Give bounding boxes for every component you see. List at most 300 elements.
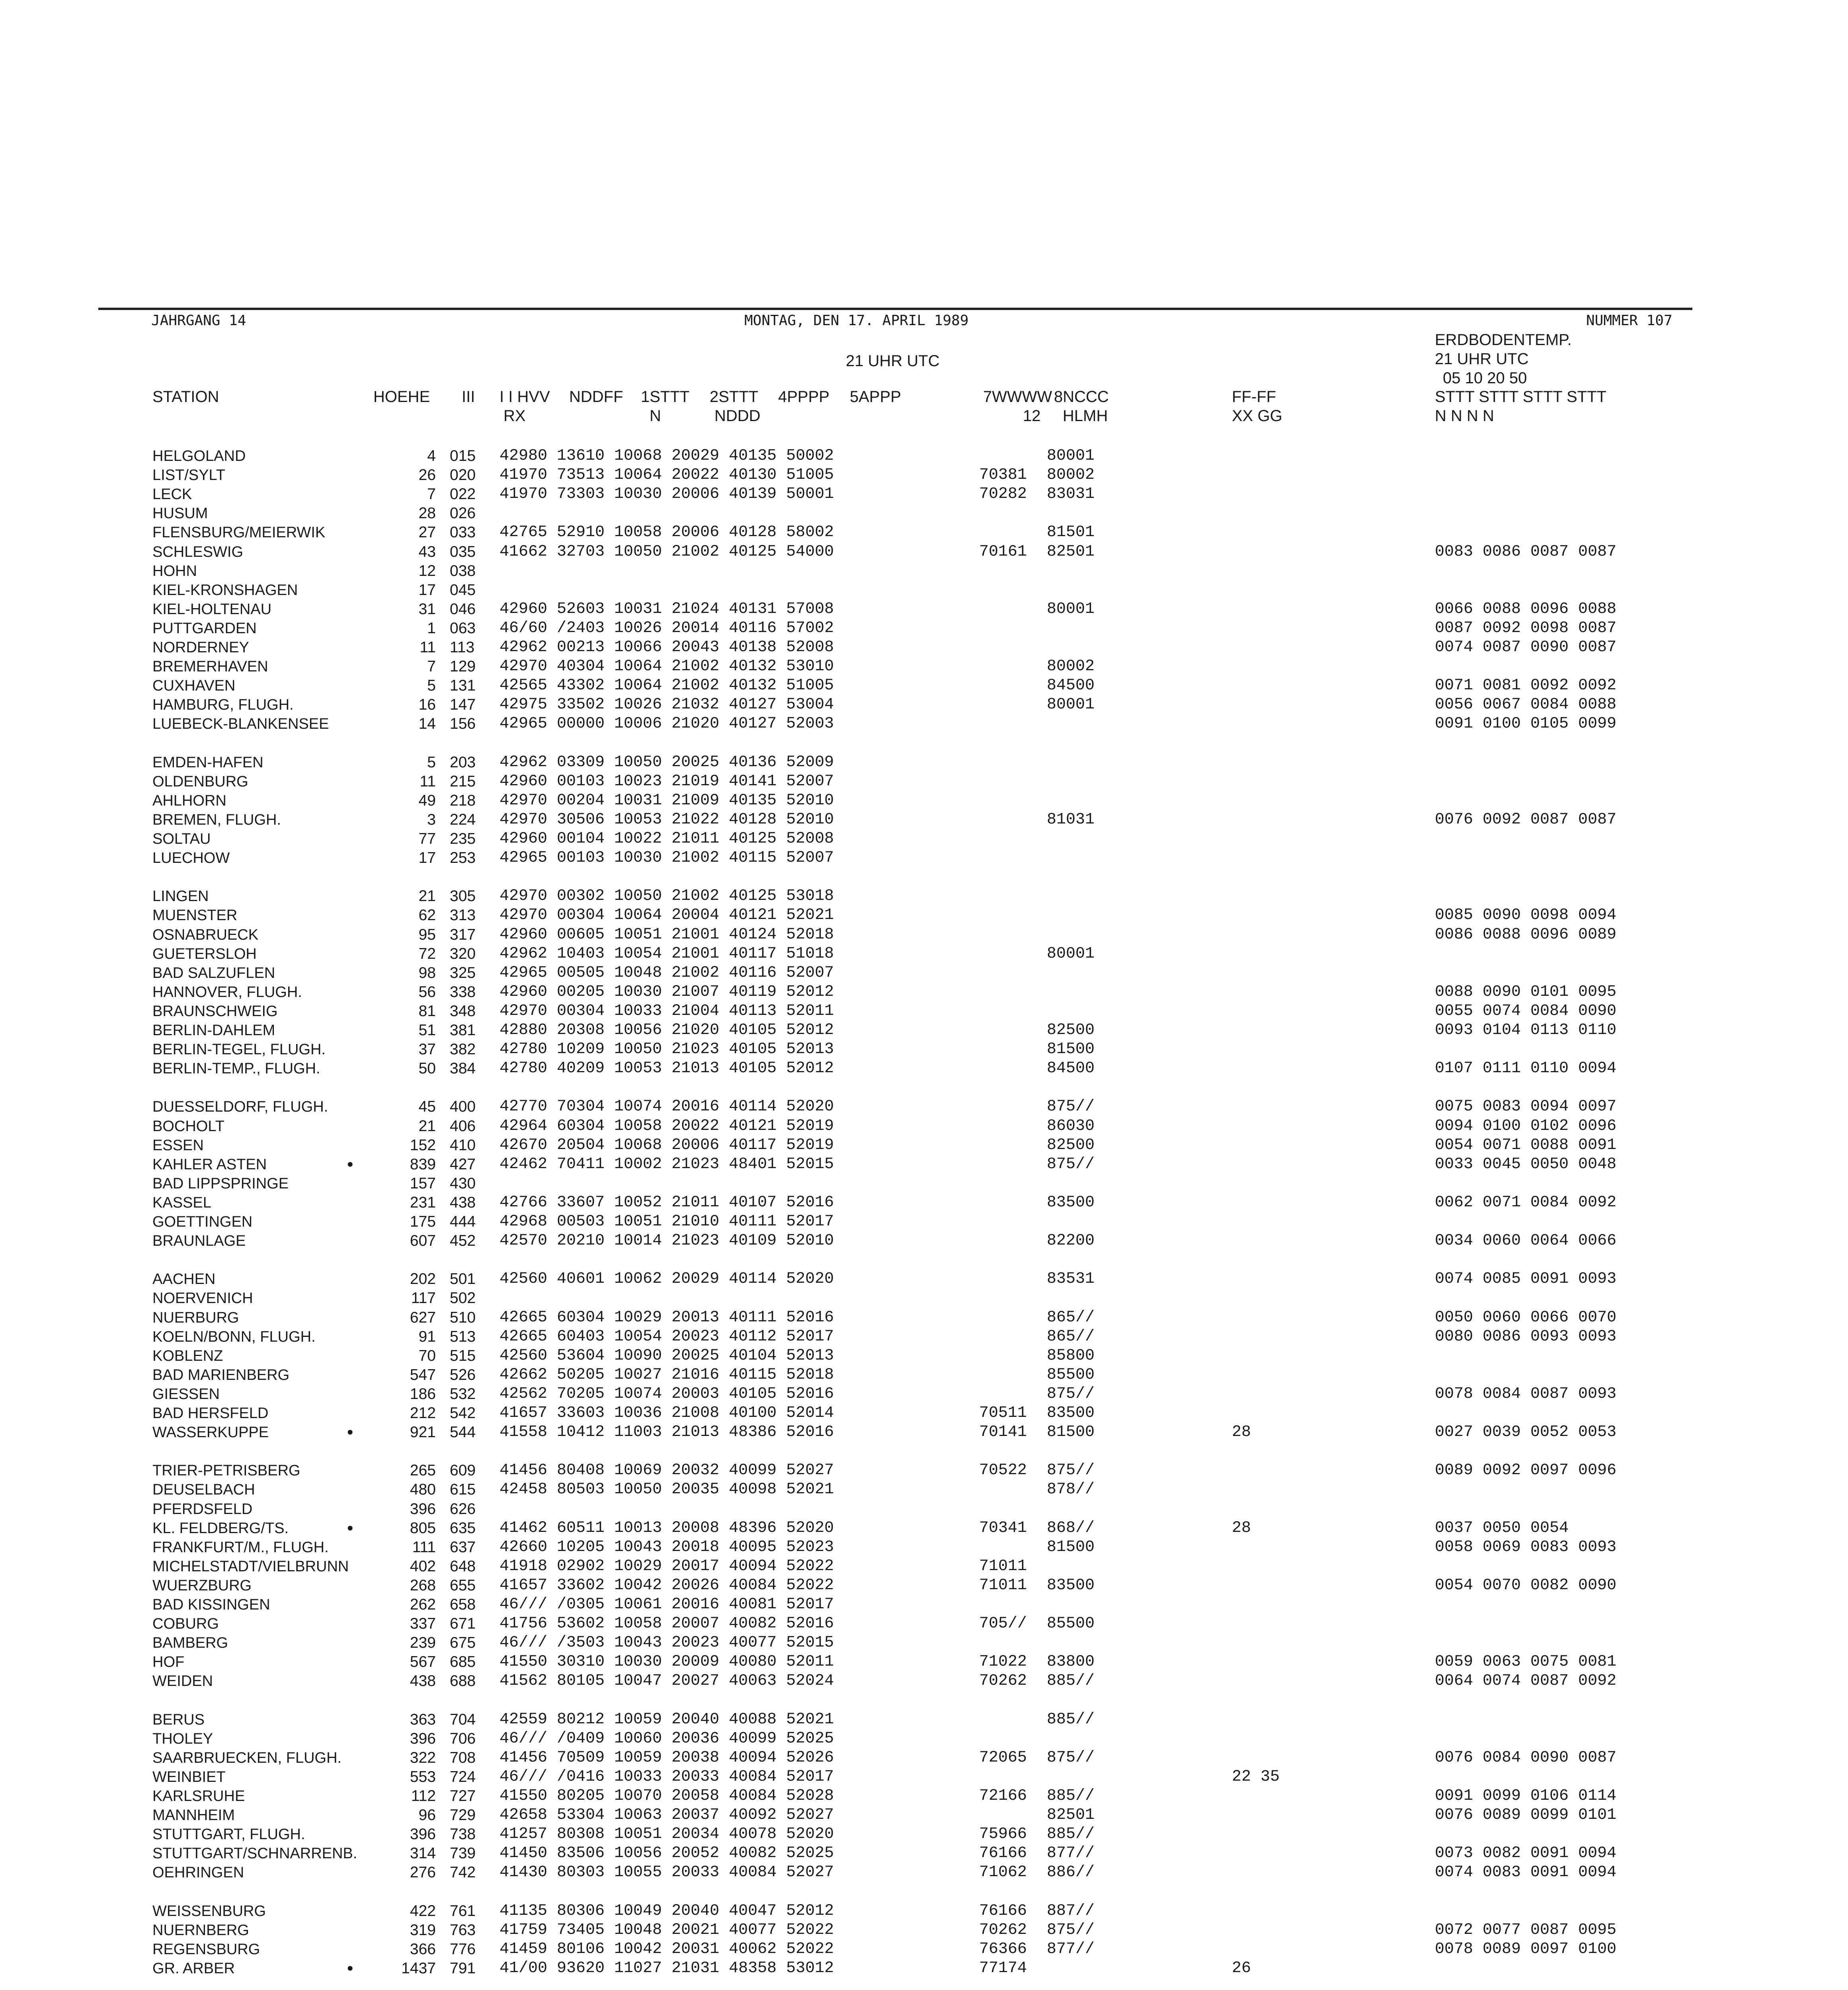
station-row [0,810,1848,829]
synop-groups: 41970 73513 10064 20022 40130 51005 [500,466,834,484]
cloud-group: 865// [1047,1328,1095,1346]
station-name: HAMBURG, FLUGH. [152,696,294,713]
station-row [0,1729,1848,1748]
station-id: 761 [450,1902,476,1920]
present-weather-group: 71062 [979,1863,1027,1881]
station-height: 202 [410,1270,436,1288]
synop-groups: 41756 53602 10058 20007 40082 52016 [500,1615,834,1633]
cloud-group: 865// [1047,1309,1095,1327]
soil-temperatures: 0076 0084 0090 0087 [1435,1749,1617,1767]
soil-temperatures: 0075 0083 0094 0097 [1435,1098,1617,1116]
station-id: 015 [450,447,476,464]
station-id: 063 [450,620,476,637]
station-name: STUTTGART, FLUGH. [152,1826,305,1843]
wind-gusts: 28 [1232,1423,1251,1441]
cloud-group: 80001 [1047,696,1095,714]
station-row [0,1710,1848,1729]
group-spacer [0,1978,1848,1990]
station-row [0,504,1848,523]
jahrgang-label: JAHRGANG 14 [151,312,246,329]
station-id: 542 [450,1405,476,1422]
station-id: 305 [450,888,476,905]
station-height: 28 [418,505,436,522]
synop-groups: 42665 60403 10054 20023 40112 52017 [500,1328,834,1346]
station-name: THOLEY [152,1731,213,1747]
station-row [0,1117,1848,1136]
station-name: HOF [152,1654,185,1670]
cloud-group: 81500 [1047,1040,1095,1058]
present-weather-group: 70161 [979,543,1027,561]
station-row [0,1059,1848,1078]
station-name: KARLSRUHE [152,1788,245,1805]
cloud-group: 875// [1047,1098,1095,1116]
mountain-station-marker: • [347,1422,353,1442]
soil-title: ERDBODENTEMP. [1435,331,1572,349]
station-height: 152 [410,1137,436,1154]
station-name: KIEL-HOLTENAU [152,601,272,618]
synop-groups: 41657 33603 10036 21008 40100 52014 [500,1404,834,1422]
soil-temperatures: 0083 0086 0087 0087 [1435,543,1617,561]
station-height: 186 [410,1385,436,1403]
soil-temperatures: 0074 0085 0091 0093 [1435,1270,1617,1288]
station-name: FRANKFURT/M., FLUGH. [152,1539,329,1556]
station-id: 046 [450,601,476,618]
cloud-group: 81031 [1047,811,1095,829]
station-name: KASSEL [152,1194,211,1211]
station-height: 5 [427,677,436,694]
synop-groups: 42964 60304 10058 20022 40121 52019 [500,1117,834,1135]
station-id: 235 [450,830,476,847]
station-id: 045 [450,581,476,599]
station-name: SCHLESWIG [152,544,244,560]
col-4a: 2STTT [710,388,759,406]
synop-groups: 42570 20210 10014 21023 40109 52010 [500,1232,834,1250]
soil-temperatures: 0107 0111 0110 0094 [1435,1059,1617,1077]
soil-temperatures: 0072 0077 0087 0095 [1435,1921,1617,1939]
soil-temperatures: 0076 0089 0099 0101 [1435,1806,1617,1824]
soil-temperatures: 0091 0099 0106 0114 [1435,1787,1617,1805]
station-row [0,887,1848,906]
station-height: 45 [418,1098,436,1115]
station-row [0,1366,1848,1385]
station-id: 147 [450,696,476,713]
synop-groups: 42970 00304 10064 20004 40121 52021 [500,906,834,924]
station-height: 21 [418,1118,436,1135]
soil-temperatures: 0078 0084 0087 0093 [1435,1385,1617,1403]
station-id: 739 [450,1845,476,1862]
station-name: HELGOLAND [152,448,246,464]
soil-temperatures: 0076 0092 0087 0087 [1435,811,1617,829]
station-height: 16 [418,696,436,713]
present-weather-group: 70282 [979,485,1027,503]
station-id: 113 [450,639,475,656]
station-row [0,1097,1848,1116]
station-name: KL. FELDBERG/TS. [152,1520,289,1537]
station-height: 51 [418,1022,436,1039]
cloud-group: 84500 [1047,1059,1095,1077]
station-id: 626 [450,1500,476,1518]
soil-temperatures: 0074 0087 0090 0087 [1435,638,1617,656]
synop-groups: 42970 00204 10031 21009 40135 52010 [500,792,834,810]
station-name: WUERZBURG [152,1577,252,1594]
station-row [0,753,1848,772]
station-id: 348 [450,1003,476,1020]
station-row [0,1270,1848,1289]
synop-groups: 42458 80503 10050 20035 40098 52021 [500,1481,834,1498]
present-weather-group: 71011 [979,1576,1027,1594]
station-height: 175 [410,1213,436,1230]
synop-groups: 42975 33502 10026 21032 40127 53004 [500,696,834,714]
station-row [0,1500,1848,1519]
cloud-group: 875// [1047,1921,1095,1939]
station-height: 62 [418,907,436,924]
station-id: 526 [450,1366,476,1383]
station-name: BOCHOLT [152,1118,224,1135]
station-id: 501 [450,1270,476,1288]
ff-col-b: XX GG [1232,407,1282,425]
station-row [0,925,1848,944]
station-height: 17 [418,849,436,866]
soil-temperatures: 0086 0088 0096 0089 [1435,926,1617,944]
station-name: NUERBURG [152,1309,239,1326]
station-name: BAD LIPPSPRINGE [152,1175,289,1192]
col-3a: 1STTT [641,388,690,406]
station-row [0,1748,1848,1768]
synop-groups: 41456 80408 10069 20032 40099 52027 [500,1461,834,1479]
station-name: KIEL-KRONSHAGEN [152,582,298,599]
station-row [0,714,1848,734]
station-id: 724 [450,1768,476,1785]
station-height: 366 [410,1941,436,1958]
synop-groups: 42658 53304 10063 20037 40092 52027 [500,1806,834,1824]
synop-groups: 42766 33607 10052 21011 40107 52016 [500,1194,834,1212]
station-row [0,1768,1848,1787]
station-id: 688 [450,1672,476,1690]
cloud-group: 875// [1047,1155,1095,1173]
mountain-station-marker: • [347,1155,353,1174]
station-row [0,542,1848,562]
station-height: 265 [410,1462,436,1479]
synop-groups: 42965 00103 10030 21002 40115 52007 [500,849,834,867]
synop-groups: 41662 32703 10050 21002 40125 54000 [500,543,834,561]
station-name: BAMBERG [152,1635,228,1651]
synop-groups: 42559 80212 10059 20040 40088 52021 [500,1711,834,1729]
present-weather-group: 70511 [979,1404,1027,1422]
station-id: 615 [450,1481,476,1498]
station-name: SAARBRUECKEN, FLUGH. [152,1750,342,1766]
hoehe-col: HOEHE [373,388,430,406]
station-name: ESSEN [152,1137,204,1154]
soil-temperatures: 0080 0086 0093 0093 [1435,1328,1617,1346]
station-name: NOERVENICH [152,1290,253,1307]
station-id: 532 [450,1385,476,1403]
station-height: 396 [410,1500,436,1518]
soil-temperatures: 0056 0067 0084 0088 [1435,696,1617,714]
station-height: 26 [418,466,436,484]
synop-groups: 42462 70411 10002 21023 48401 52015 [500,1155,834,1173]
station-name: OSNABRUECK [152,927,259,943]
station-height: 363 [410,1711,436,1728]
cloud-group: 83500 [1047,1576,1095,1594]
station-name: WEISSENBURG [152,1903,266,1920]
station-height: 231 [410,1194,436,1211]
soil-n: N N N N [1435,407,1494,425]
synop-groups: 42970 30506 10053 21022 40128 52010 [500,811,834,829]
station-name: BAD MARIENBERG [152,1367,290,1383]
station-id: 704 [450,1711,476,1728]
station-row [0,485,1848,504]
col-7b: 12 [1023,407,1041,425]
station-row [0,1652,1848,1672]
station-row [0,1231,1848,1251]
station-height: 27 [418,524,436,541]
station-name: DUESSELDORF, FLUGH. [152,1098,328,1115]
station-id: 671 [450,1615,476,1632]
station-id: 338 [450,983,476,1001]
station-name: PUTTGARDEN [152,620,257,637]
present-weather-group: 77174 [979,1959,1027,1977]
cloud-group: 84500 [1047,677,1095,695]
cloud-group: 82501 [1047,1806,1095,1824]
station-height: 37 [418,1041,436,1058]
station-id: 708 [450,1749,476,1766]
synop-groups: 42770 70304 10074 20016 40114 52020 [500,1098,834,1116]
station-name: BRAUNLAGE [152,1233,246,1249]
station-id: 406 [450,1118,476,1135]
cloud-group: 875// [1047,1749,1095,1767]
station-name: BAD HERSFELD [152,1405,269,1422]
soil-stttt: STTT STTT STTT STTT [1435,388,1607,406]
station-height: 98 [418,964,436,981]
cloud-group: 885// [1047,1672,1095,1690]
station-height: 921 [410,1424,436,1441]
station-row [0,1155,1848,1174]
station-row [0,562,1848,581]
station-id: 742 [450,1864,476,1881]
station-name: HOHN [152,563,197,579]
synop-groups: 42560 40601 10062 20029 40114 52020 [500,1270,834,1288]
station-id: 658 [450,1596,476,1613]
cloud-group: 885// [1047,1825,1095,1843]
synop-groups: 42665 60304 10029 20013 40111 52016 [500,1309,834,1327]
station-id: 763 [450,1922,476,1939]
cloud-group: 83500 [1047,1194,1095,1212]
station-height: 314 [410,1845,436,1862]
station-row [0,1557,1848,1576]
synop-groups: 41970 73303 10030 20006 40139 50001 [500,485,834,503]
station-row [0,1902,1848,1921]
present-weather-group: 71011 [979,1557,1027,1575]
station-row [0,581,1848,600]
station-row [0,1174,1848,1193]
present-weather-group: 75966 [979,1825,1027,1843]
synop-groups: 41459 80106 10042 20031 40062 52022 [500,1940,834,1958]
cloud-group: 80001 [1047,945,1095,963]
iii-col: III [462,388,475,406]
col-4b: NDDD [714,407,761,425]
synop-groups: 41257 80308 10051 20034 40078 52020 [500,1825,834,1843]
station-row [0,1825,1848,1844]
synop-groups: 42960 00205 10030 21007 40119 52012 [500,983,834,1001]
station-row [0,1787,1848,1806]
station-row [0,772,1848,791]
station-height: 607 [410,1232,436,1249]
station-name: SOLTAU [152,831,211,847]
soil-temperatures: 0054 0070 0082 0090 [1435,1576,1617,1594]
synop-groups: 41918 02902 10029 20017 40094 52022 [500,1557,834,1575]
soil-temperatures: 0091 0100 0105 0099 [1435,715,1617,733]
station-name: COBURG [152,1615,219,1632]
station-name: BERLIN-TEMP., FLUGH. [152,1060,320,1077]
station-name: BREMEN, FLUGH. [152,812,281,828]
station-height: 77 [418,830,436,847]
station-height: 547 [410,1366,436,1383]
cloud-group: 878// [1047,1481,1095,1498]
synop-groups: 42960 00605 10051 21001 40124 52018 [500,926,834,944]
present-weather-group: 70141 [979,1423,1027,1441]
station-height: 805 [410,1520,436,1537]
cloud-group: 83031 [1047,485,1095,503]
synop-groups: 42780 10209 10050 21023 40105 52013 [500,1040,834,1058]
station-id: 224 [450,811,476,828]
station-id: 320 [450,945,476,962]
soil-temperatures: 0027 0039 0052 0053 [1435,1423,1617,1441]
station-row [0,1040,1848,1059]
station-id: 706 [450,1730,476,1747]
cloud-group: 875// [1047,1385,1095,1403]
synop-groups: 42980 13610 10068 20029 40135 50002 [500,447,834,465]
cloud-group: 877// [1047,1940,1095,1958]
soil-temperatures: 0062 0071 0084 0092 [1435,1194,1617,1212]
synop-groups: 41462 60511 10013 20008 48396 52020 [500,1519,834,1537]
station-id: 218 [450,792,476,809]
station-row [0,1404,1848,1423]
cloud-group: 82501 [1047,543,1095,561]
station-height: 12 [418,562,436,579]
col-5: 4PPPP [778,388,829,406]
group-spacer [0,1691,1848,1710]
station-row [0,619,1848,638]
col-2: NDDFF [569,388,623,406]
station-row [0,1959,1848,1978]
station-id: 544 [450,1424,476,1441]
synop-groups: 42960 00103 10023 21019 40141 52007 [500,773,834,790]
station-height: 72 [418,945,436,962]
station-id: 035 [450,543,476,560]
present-weather-group: 71022 [979,1653,1027,1671]
station-row [0,638,1848,657]
synop-groups: 42970 00302 10050 21002 40125 53018 [500,887,834,905]
station-height: 212 [410,1405,436,1422]
station-height: 239 [410,1634,436,1651]
synop-groups: 42968 00503 10051 21010 40111 52017 [500,1213,834,1231]
soil-temperatures: 0064 0074 0087 0092 [1435,1672,1617,1690]
present-weather-group: 70262 [979,1921,1027,1939]
station-height: 50 [418,1060,436,1077]
station-row [0,1614,1848,1633]
station-id: 317 [450,926,476,943]
station-row [0,1519,1848,1538]
station-height: 480 [410,1481,436,1498]
synop-groups: 46/// /0305 10061 20016 40081 52017 [500,1596,834,1613]
station-id: 253 [450,849,476,866]
station-height: 337 [410,1615,436,1632]
station-height: 839 [410,1156,436,1173]
station-id: 026 [450,505,476,522]
station-height: 157 [410,1175,436,1192]
station-name: DEUSELBACH [152,1481,255,1498]
station-id: 129 [450,658,476,675]
station-row [0,944,1848,964]
station-height: 5 [427,754,436,771]
station-id: 033 [450,524,476,541]
station-height: 1437 [401,1960,436,1977]
station-height: 117 [411,1290,436,1307]
station-row [0,906,1848,925]
soil-temperatures: 0087 0092 0098 0087 [1435,619,1617,637]
col-3b: N [650,407,661,425]
station-name: OLDENBURG [152,773,248,790]
station-id: 400 [450,1098,476,1115]
station-row [0,1806,1848,1825]
station-id: 635 [450,1520,476,1537]
present-weather-group: 70381 [979,466,1027,484]
station-row [0,1672,1848,1691]
col-6: 5APPP [850,388,901,406]
synop-groups: 41759 73405 10048 20021 40077 52022 [500,1921,834,1939]
synop-groups: 41562 80105 10047 20027 40063 52024 [500,1672,834,1690]
cloud-group: 886// [1047,1863,1095,1881]
station-id: 513 [450,1328,476,1345]
station-id: 515 [450,1347,476,1364]
station-id: 203 [450,754,476,771]
station-height: 322 [410,1749,436,1766]
station-name: WEIDEN [152,1673,213,1690]
synop-groups: 46/// /0409 10060 20036 40099 52025 [500,1730,834,1748]
cloud-group: 80001 [1047,600,1095,618]
station-col: STATION [152,388,219,406]
station-height: 21 [418,888,436,905]
wind-gusts: 22 35 [1232,1768,1280,1786]
wind-gusts: 26 [1232,1959,1251,1977]
station-id: 215 [450,773,476,790]
station-name: LUECHOW [152,850,230,866]
station-row [0,657,1848,676]
synop-groups: 42560 53604 10090 20025 40104 52013 [500,1347,834,1365]
station-id: 727 [450,1787,476,1805]
station-height: 11 [420,639,436,656]
station-height: 276 [410,1864,436,1881]
station-row [0,523,1848,542]
soil-temperatures: 0055 0074 0084 0090 [1435,1002,1617,1020]
soil-temperatures: 0078 0089 0097 0100 [1435,1940,1617,1958]
station-name: HANNOVER, FLUGH. [152,984,302,1001]
cloud-group: 82200 [1047,1232,1095,1250]
station-name: WEINBIET [152,1769,226,1785]
synop-groups: 41558 10412 11003 21013 48386 52016 [500,1423,834,1441]
station-id: 427 [450,1156,476,1173]
synop-groups: 46/// /0416 10033 20033 40084 52017 [500,1768,834,1786]
cloud-group: 83531 [1047,1270,1095,1288]
col-8a: 8NCCC [1054,388,1109,406]
cloud-group: 83500 [1047,1404,1095,1422]
station-height: 112 [411,1787,436,1805]
group-spacer [0,1442,1848,1461]
station-id: 452 [450,1232,476,1249]
station-name: BERLIN-TEGEL, FLUGH. [152,1041,326,1058]
synop-groups: 42962 10403 10054 21001 40117 51018 [500,945,834,963]
station-row [0,983,1848,1002]
